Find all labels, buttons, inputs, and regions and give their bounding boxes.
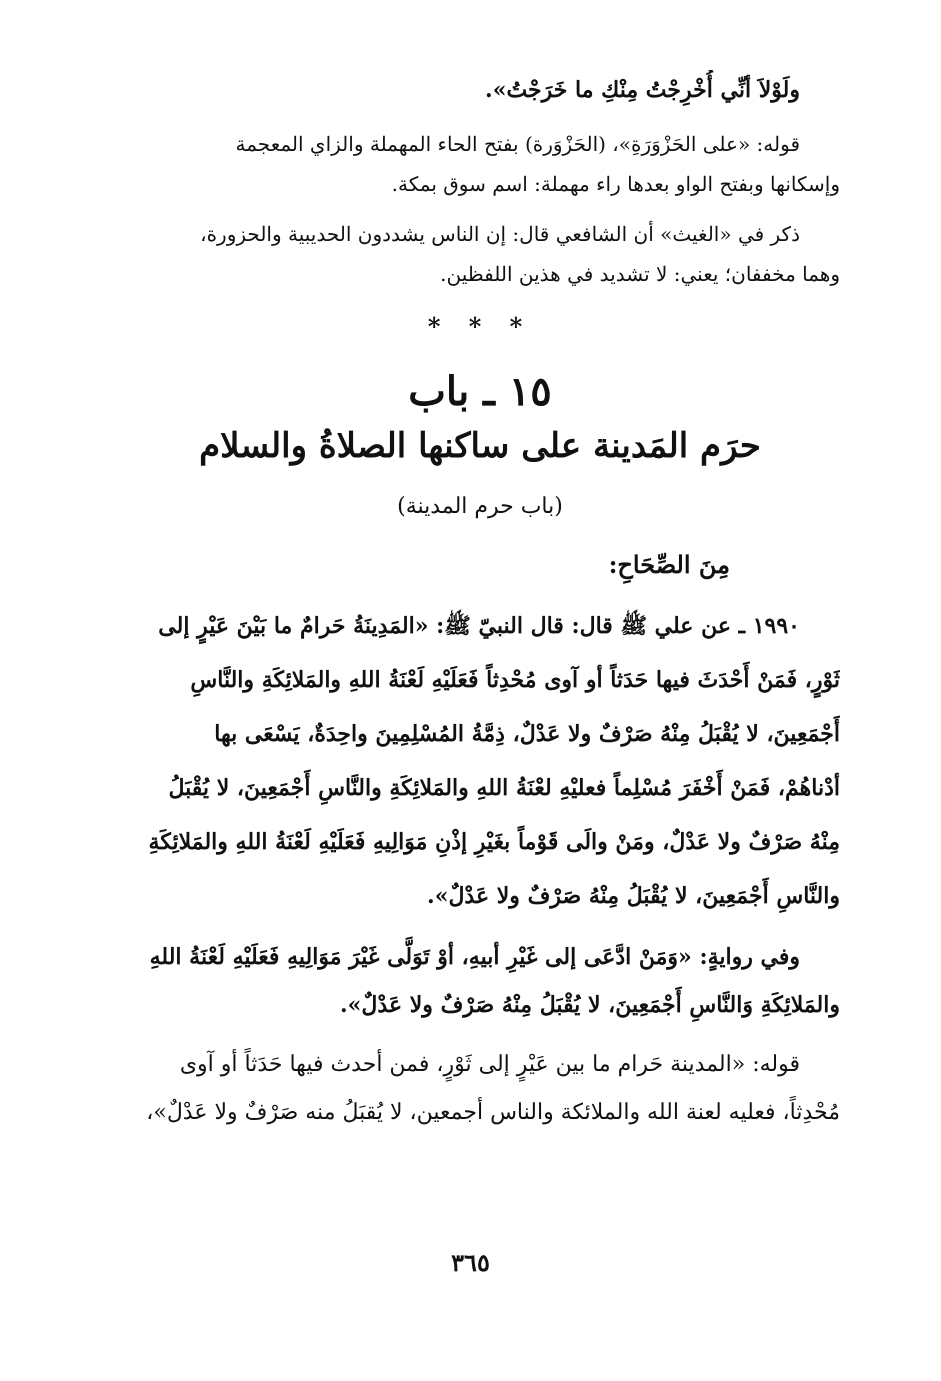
text-line: وإسكانها وبفتح الواو بعدها راء مهملة: اسم سوق بمكة. xyxy=(391,172,840,196)
page-body xyxy=(120,70,840,1147)
text-line: وفي روايةٍ: «وَمَنْ ادَّعَى إلى غَيْرِ أبيهِ، أوْ تَوَلَّى غَيْرَ مَوَالِيهِ فَعَلَيْهِ لَعْنَةُ اللهِ xyxy=(149,944,800,970)
note-hazwara xyxy=(120,124,840,204)
text-line: مُحْدِثاً، فعليه لعنة الله والملائكة والناس أجمعين، لا يُقبَلُ منه صَرْفٌ ولا عَدْلٌ»، xyxy=(146,1100,840,1125)
page-number: ٣٦٥ xyxy=(451,1248,490,1277)
hadith-1990 xyxy=(120,599,840,923)
text-line: مِنْهُ صَرْفٌ ولا عَدْلٌ، ومَنْ والَى قَوْماً بغَيْرِ إذْنِ مَوَالِيهِ فَعَلَيْهِ لَعْنَةُ اللهِ والمَلائِكَةِ xyxy=(148,829,840,855)
text-line: والمَلائِكَةِ وَالنَّاسِ أَجْمَعِينَ، لا يُقْبَلُ مِنْهُ صَرْفٌ ولا عَدْلٌ». xyxy=(340,992,840,1018)
text-line: ١٩٩٠ ـ عن علي ﷺ قال: قال النبيّ ﷺ: «المَدِينَةُ حَرامٌ ما بَيْنَ عَيْرٍ إلى xyxy=(158,613,800,639)
chapter-number: ١٥ ـ باب xyxy=(408,368,552,415)
text-line: أَجْمَعِينَ، لا يُقْبَلُ مِنْهُ صَرْفٌ ولا عَدْلٌ، ذِمَّةُ المُسْلِمِينَ واحِدَةٌ، يَسْعَى بها xyxy=(214,721,840,747)
text-line: قوله: «على الحَزْوَرَةِ»، (الحَزْوَرة) بفتح الحاء المهملة والزاي المعجمة xyxy=(235,132,800,156)
text-line: ثَوْرٍ، فَمَنْ أَحْدَثَ فيها حَدَثاً أو آوى مُحْدِثاً فَعَلَيْهِ لَعْنَةُ اللهِ والمَلائِكَةِ والنَّاسِ xyxy=(190,667,840,693)
note-ghayth xyxy=(120,214,840,294)
text-line: والنَّاسِ أَجْمَعِينَ، لا يُقْبَلُ مِنْهُ صَرْفٌ ولا عَدْلٌ». xyxy=(427,883,840,909)
section-label: مِنَ الصِّحَاحِ: xyxy=(608,550,730,579)
text-line: ذكر في «الغيث» أن الشافعي قال: إن الناس يشددون الحديبية والحزورة، xyxy=(200,222,800,246)
section-separator: * * * xyxy=(427,312,533,341)
text-line: قوله: «المدينة حَرام ما بين عَيْرٍ إلى ثَوْرٍ، فمن أحدث فيها حَدَثاً أو آوى xyxy=(179,1052,800,1077)
text-line: أدْناهُمْ، فَمَنْ أَخْفَرَ مُسْلِماً فعليْهِ لعْنَةُ اللهِ والمَلائِكَةِ والنَّاسِ أَجْمَعِينَ، لا يُقْبَلُ xyxy=(168,775,840,801)
hadith-riwaya xyxy=(120,933,840,1029)
commentary xyxy=(120,1041,840,1137)
chapter-title: حرَم المَدينة على ساكنها الصلاةُ والسلام xyxy=(199,426,761,466)
top-paragraph xyxy=(120,70,840,110)
chapter-subtitle: (باب حرم المدينة) xyxy=(397,494,563,519)
text-line: وهما مخففان؛ يعني: لا تشديد في هذين اللفظين. xyxy=(440,262,840,286)
text-line: ولَوْلاَ أنِّي أُخْرِجْتُ مِنْكِ ما خَرَجْتُ». xyxy=(485,77,800,103)
